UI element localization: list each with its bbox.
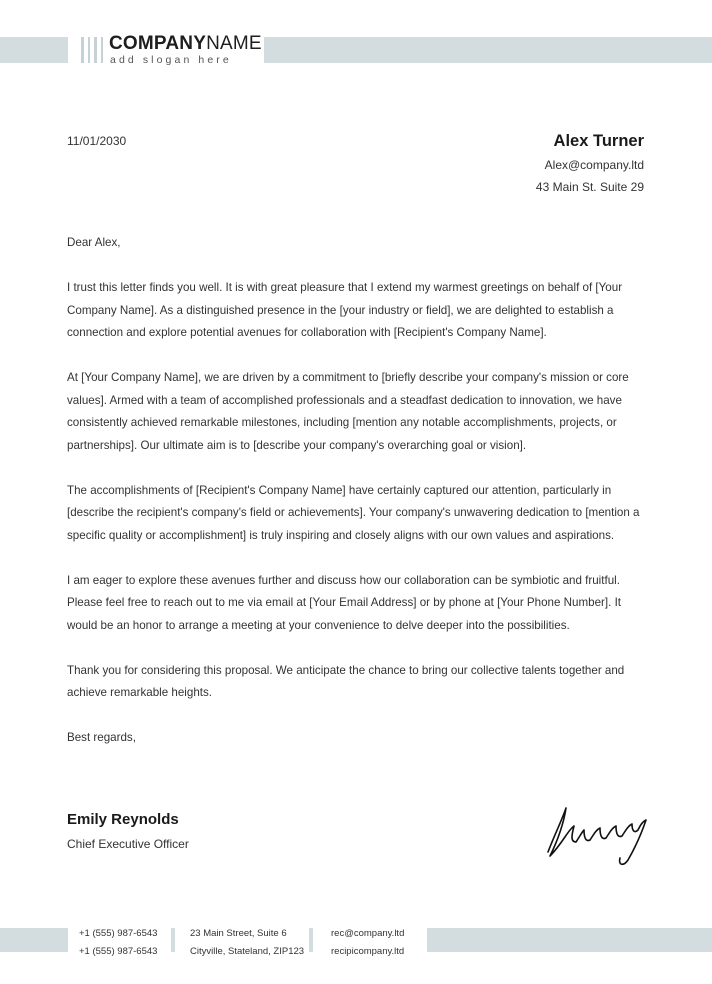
closing: Best regards, [67, 731, 136, 744]
recipient-email: Alex@company.ltd [544, 158, 644, 172]
logo-bars-icon [81, 37, 103, 63]
company-name: COMPANYNAME [109, 33, 262, 54]
letter-body [67, 232, 647, 772]
footer-phone: +1 (555) 987-6543 [79, 945, 158, 957]
footer-address [190, 925, 304, 960]
paragraph: At [Your Company Name], we are driven by a commitment to [briefly describe your company's mission or core values]. Armed with a team of accomplished professionals and a steadfast dedication to innovation, we have consistently achieved remarkable milestones, including [mention any notable accomplishments, projects, or partnerships]. Our ultimate aim is to [describe your company's overarching goal or vision]. [67, 371, 629, 452]
paragraph: I trust this letter finds you well. It is with great pleasure that I extend my warmest greetings on behalf of [Your Company Name]. As a distinguished presence in the [your industry or field], we are delighted to establish a connection and explore potential avenues for collaboration with [Recipient's Company Name]. [67, 281, 623, 339]
letter-date: 11/01/2030 [67, 134, 127, 148]
signer-name: Emily Reynolds [67, 811, 179, 828]
footer-band-right [427, 928, 712, 952]
paragraph: The accomplishments of [Recipient's Company Name] have certainly captured our attention, particularly in [describe the recipient's company's field or achievements]. Your company's unwavering dedication to [mention a specific quality or accomplishment] is truly inspiring and closely aligns with our own values and aspirations. [67, 483, 640, 542]
header-band-left [0, 37, 68, 63]
signer-title: Chief Executive Officer [67, 837, 189, 851]
signature-image [540, 800, 652, 866]
header-band-right [264, 37, 712, 63]
paragraph: Thank you for considering this proposal. We anticipate the chance to bring our collective talents together and achieve remarkable heights. [67, 663, 625, 699]
footer-divider [309, 928, 313, 952]
footer-band-left [0, 928, 68, 952]
footer-web [331, 925, 404, 960]
footer-address-line: 23 Main Street, Suite 6 [190, 928, 287, 939]
paragraph: I am eager to explore these avenues further and discuss how our collaboration can be symbiotic and fruitful. Please feel free to reach out to me via email at [Your Email Address] or by phone at [Your Phone Number]. It would be an honor to arrange a meeting at your convenience to delve deeper into the possibilities. [67, 573, 622, 632]
footer-divider [171, 928, 175, 952]
footer-website: recipicompany.ltd [331, 945, 405, 957]
company-slogan: add slogan here [110, 54, 232, 66]
footer-address-line: Cityville, Stateland, ZIP123 [190, 945, 305, 957]
recipient-address: 43 Main St. Suite 29 [535, 180, 644, 194]
salutation: Dear Alex, [67, 236, 121, 249]
footer-phone: +1 (555) 987-6543 [79, 928, 158, 939]
footer-phones [79, 925, 157, 960]
footer-email: rec@company.ltd [331, 928, 405, 939]
recipient-name: Alex Turner [553, 132, 644, 150]
